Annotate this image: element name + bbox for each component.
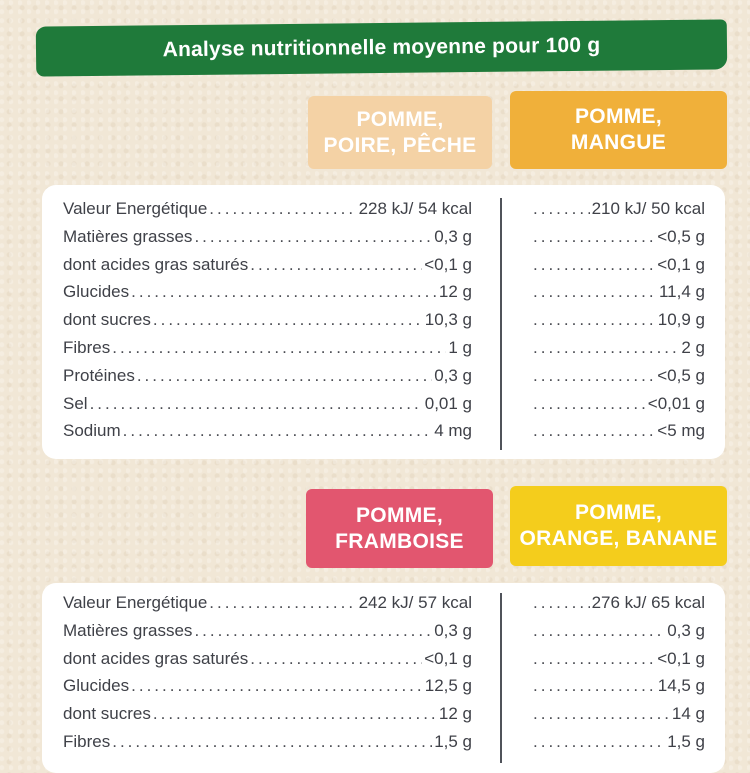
nutrient-value: 0,3 g — [667, 621, 705, 640]
dot-leader — [250, 255, 422, 275]
nutrient-name: Valeur Energétique — [63, 593, 208, 612]
nutrient-value: 276 kJ/ 65 kcal — [591, 593, 705, 612]
nutrient-value: 2 g — [681, 338, 705, 357]
nutrient-name: dont sucres — [63, 704, 151, 723]
table-row — [533, 310, 705, 334]
nutrient-value: 11,4 g — [658, 282, 705, 301]
dot-leader — [153, 704, 437, 724]
dot-leader — [533, 310, 656, 330]
nutrient-value: 210 kJ/ 50 kcal — [591, 199, 705, 218]
dot-leader — [533, 621, 665, 641]
nutrient-value: 10,9 g — [657, 310, 705, 329]
dot-leader — [137, 366, 432, 386]
nutrient-value: <0,01 g — [647, 394, 705, 413]
table-row — [533, 255, 705, 279]
dot-leader — [123, 421, 433, 441]
table-row — [533, 227, 705, 251]
table-row — [533, 732, 705, 756]
table-row — [533, 421, 705, 445]
nutrient-value: <0,1 g — [424, 255, 472, 274]
table-row — [533, 649, 705, 673]
column-divider — [500, 593, 502, 763]
dot-leader — [533, 676, 656, 696]
nutrient-name: dont acides gras saturés — [63, 649, 249, 668]
dot-leader — [533, 227, 655, 247]
nutrient-value: 12,5 g — [424, 676, 472, 695]
table-row — [63, 593, 472, 617]
nutrient-value: 14 g — [671, 704, 705, 723]
nutrient-value: <5 mg — [657, 421, 705, 440]
dot-leader — [153, 310, 423, 330]
table-row — [63, 732, 472, 756]
nutrient-value: 0,3 g — [434, 366, 472, 385]
nutrient-value: <0,5 g — [657, 227, 705, 246]
product-label-pomme-orange-banane — [510, 486, 727, 566]
dot-leader — [533, 732, 665, 752]
dot-leader — [533, 255, 655, 275]
table-row — [63, 282, 472, 306]
table-row — [63, 394, 472, 418]
nutrient-value: 1,5 g — [434, 732, 472, 751]
column-divider — [500, 198, 502, 450]
product-label-pomme-poire-peche — [308, 96, 492, 169]
nutrient-value: 14,5 g — [657, 676, 705, 695]
dot-leader — [533, 282, 657, 302]
dot-leader — [250, 649, 422, 669]
nutrient-value: <0,1 g — [657, 255, 705, 274]
nutrient-name: dont acides gras saturés — [63, 255, 249, 274]
table-row — [63, 704, 472, 728]
table-row — [533, 199, 705, 223]
nutrient-value: 10,3 g — [424, 310, 472, 329]
table-row — [63, 621, 472, 645]
dot-leader — [194, 621, 432, 641]
dot-leader — [533, 394, 646, 414]
dot-leader — [533, 366, 655, 386]
table-row — [63, 227, 472, 251]
nutrient-name: Glucides — [63, 676, 130, 695]
dot-leader — [533, 199, 590, 219]
table-row — [533, 593, 705, 617]
product-label-text: POMME, FRAMBOISE — [335, 503, 464, 553]
dot-leader — [131, 282, 437, 302]
table-row — [533, 366, 705, 390]
dot-leader — [209, 593, 356, 613]
dot-leader — [533, 338, 679, 358]
nutrient-name: Matières grasses — [63, 227, 193, 246]
nutrient-name: Protéines — [63, 366, 135, 385]
page-title: Analyse nutritionnelle moyenne pour 100 g — [162, 33, 601, 62]
nutrient-name: Sel — [63, 394, 88, 413]
nutrient-value: 12 g — [438, 282, 472, 301]
dot-leader — [90, 394, 423, 414]
nutrient-value: 4 mg — [434, 421, 472, 440]
product-label-text: POMME, POIRE, PÊCHE — [323, 107, 477, 157]
nutrient-name: Matières grasses — [63, 621, 193, 640]
nutrient-value: 0,3 g — [434, 621, 472, 640]
nutrient-name: Fibres — [63, 732, 111, 751]
nutrient-name: Fibres — [63, 338, 111, 357]
title-banner — [36, 19, 727, 76]
nutrient-value: 0,01 g — [424, 394, 472, 413]
table-row — [63, 199, 472, 223]
nutrient-value: <0,1 g — [657, 649, 705, 668]
nutrient-value: 12 g — [438, 704, 472, 723]
table-row — [63, 310, 472, 334]
dot-leader — [533, 704, 670, 724]
table-row — [63, 366, 472, 390]
table-row — [63, 421, 472, 445]
dot-leader — [533, 593, 590, 613]
dot-leader — [533, 421, 655, 441]
nutrient-value: 1,5 g — [667, 732, 705, 751]
table-row — [63, 676, 472, 700]
nutrient-value: 242 kJ/ 57 kcal — [358, 593, 472, 612]
table-row — [533, 394, 705, 418]
table-row — [63, 255, 472, 279]
nutrient-name: Glucides — [63, 282, 130, 301]
dot-leader — [112, 732, 432, 752]
nutrient-value: 1 g — [448, 338, 472, 357]
nutrient-name: Sodium — [63, 421, 121, 440]
nutrient-name: Valeur Energétique — [63, 199, 208, 218]
table-row — [533, 704, 705, 728]
nutrient-value: <0,5 g — [657, 366, 705, 385]
product-label-text: POMME, ORANGE, BANANE — [519, 501, 718, 550]
dot-leader — [533, 649, 655, 669]
nutrient-value: <0,1 g — [424, 649, 472, 668]
product-label-pomme-framboise — [306, 489, 493, 568]
dot-leader — [131, 676, 423, 696]
nutrient-value: 228 kJ/ 54 kcal — [358, 199, 472, 218]
nutrient-value: 0,3 g — [434, 227, 472, 246]
table-row — [63, 338, 472, 362]
product-label-pomme-mangue — [510, 91, 727, 169]
dot-leader — [194, 227, 432, 247]
nutrient-name: dont sucres — [63, 310, 151, 329]
dot-leader — [112, 338, 446, 358]
dot-leader — [209, 199, 356, 219]
table-row — [533, 676, 705, 700]
table-row — [533, 338, 705, 362]
table-row — [533, 282, 705, 306]
table-row — [533, 621, 705, 645]
product-label-text: POMME, MANGUE — [570, 105, 667, 154]
table-row — [63, 649, 472, 673]
